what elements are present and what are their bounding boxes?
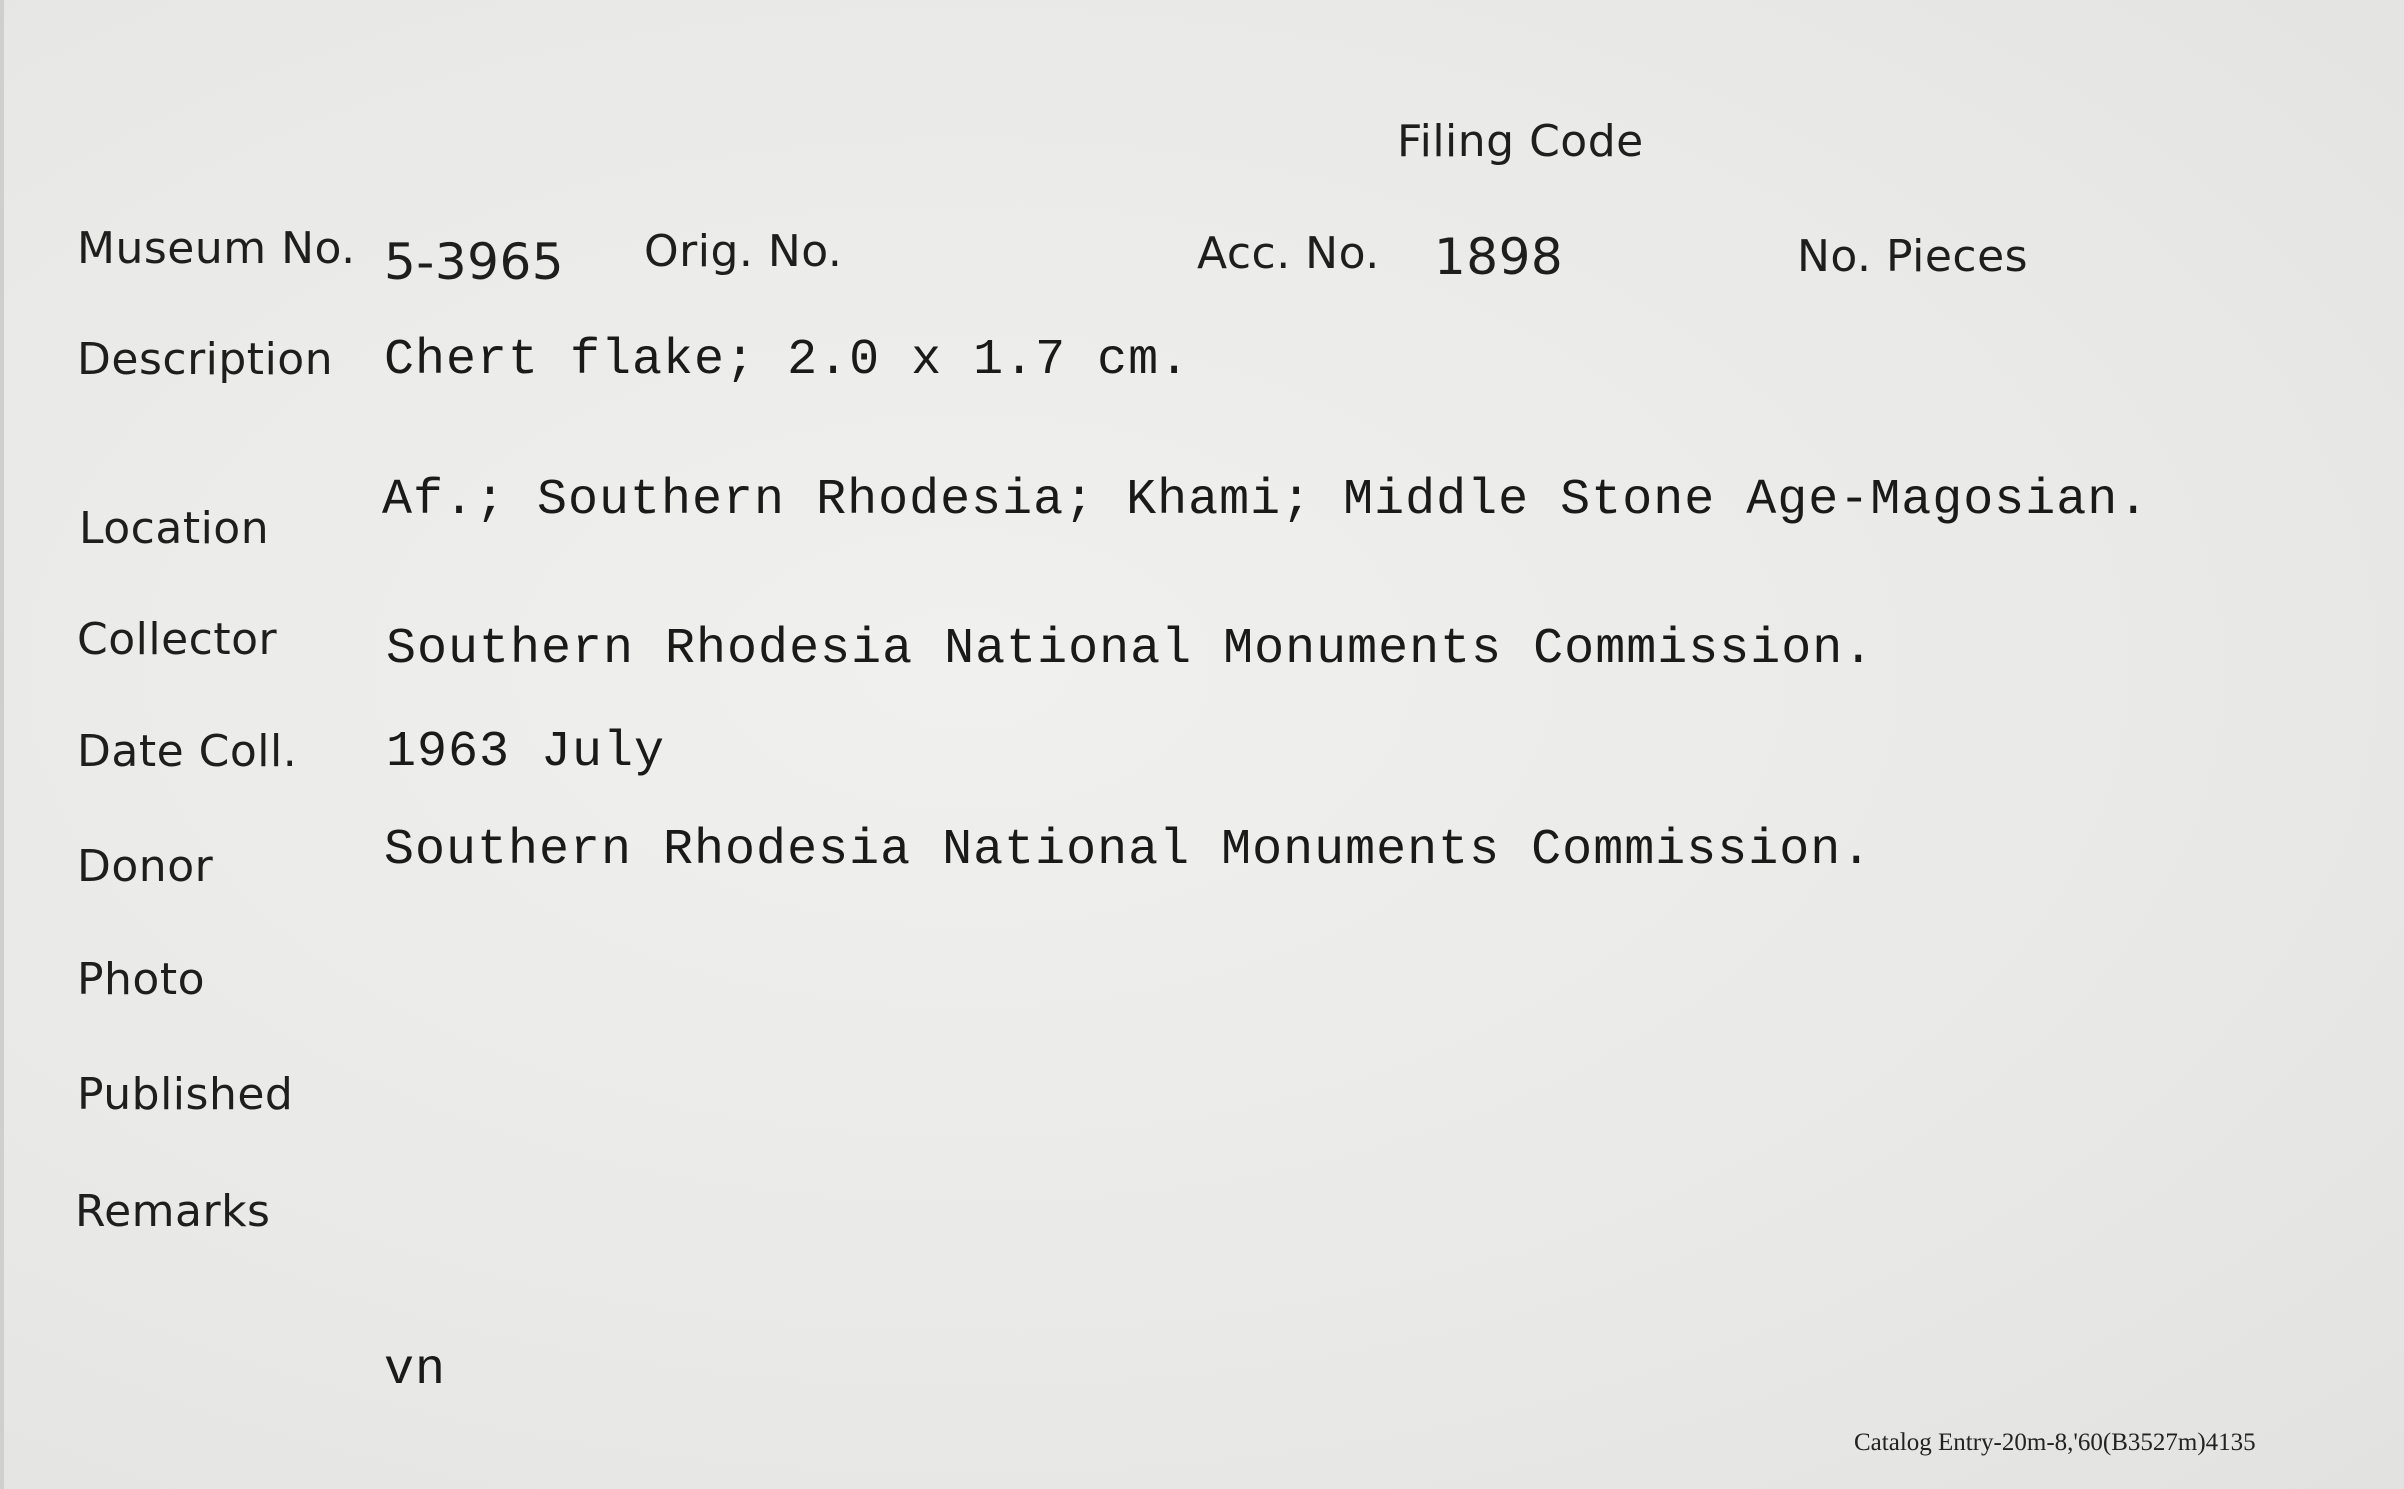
published-label: Published [77, 1069, 294, 1120]
donor-label: Donor [77, 841, 214, 892]
photo-label: Photo [77, 954, 206, 1005]
filing-code-label: Filing Code [1397, 116, 1644, 167]
museum-no-value: 5-3965 [384, 233, 565, 291]
collector-label: Collector [77, 614, 278, 665]
no-pieces-label: No. Pieces [1797, 231, 2029, 282]
remarks-label: Remarks [75, 1186, 271, 1237]
description-label: Description [77, 334, 334, 385]
acc-no-label: Acc. No. [1197, 228, 1380, 279]
orig-no-label: Orig. No. [644, 226, 843, 277]
donor-value: Southern Rhodesia National Monuments Commission. [384, 822, 1873, 879]
initials-value: vn [384, 1342, 447, 1399]
date-coll-label: Date Coll. [77, 726, 298, 777]
date-coll-value: 1963 July [386, 724, 666, 781]
acc-no-value: 1898 [1434, 228, 1564, 286]
catalog-entry-footer: Catalog Entry-20m-8,'60(B3527m)4135 [1854, 1429, 2256, 1456]
description-value: Chert flake; 2.0 x 1.7 cm. [384, 332, 1191, 389]
collector-value: Southern Rhodesia National Monuments Commission. [386, 621, 1875, 678]
museum-no-label: Museum No. [77, 223, 356, 274]
location-value: Af.; Southern Rhodesia; Khami; Middle Stone Age-Magosian. [382, 472, 2150, 529]
location-label: Location [79, 503, 270, 554]
